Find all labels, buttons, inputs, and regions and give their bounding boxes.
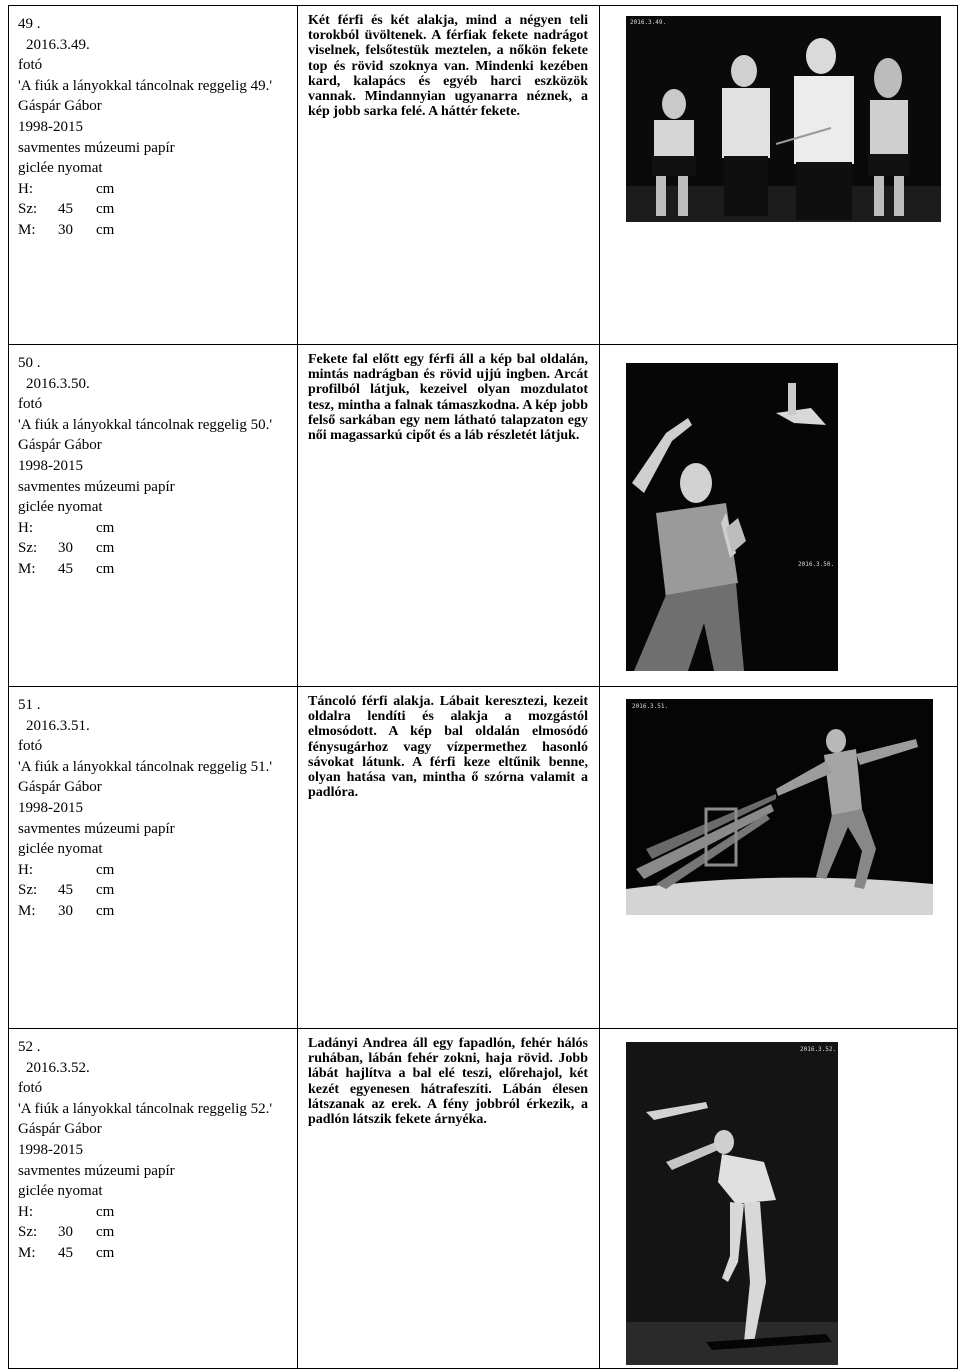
item-print: giclée nyomat — [18, 499, 103, 516]
item-type: fotó — [18, 57, 43, 74]
item-number: 52 . — [18, 1039, 41, 1055]
dimension-width: Sz: 45 cm — [18, 201, 115, 218]
dimension-depth: M: 30 cm — [18, 902, 115, 919]
artwork-photo — [626, 16, 941, 222]
dimension-height: H: cm — [18, 519, 115, 536]
catalog-table — [8, 5, 958, 1369]
item-paper: savmentes múzeumi papír — [18, 478, 175, 495]
item-metadata — [18, 695, 303, 922]
item-description: Fekete fal előtt egy férfi áll a kép bal oldalán, mintás nadrágban és rövid ujjú ingben. Arcát profilból látjuk, kezeivel olyan mozdulatot tesz, mintha a falnak támaszkodna. A kép jobb felső sarkában egy nem látható talapzaton egy női magassarkú cipőt és a láb részletét látjuk. — [308, 352, 588, 444]
inventory-number: 2016.3.49. — [26, 36, 90, 53]
item-description: Ladányi Andrea áll egy fapadlón, fehér hálós ruhában, lábán fehér zokni, haja rövid. Jobb lábát hajlítva a bal elé teszi, előrehajol, két kezét egyenesen hátrafeszíti. Lábán élesen látszanak az erek. A fény jobbról érkezik, a padlón látszik fekete árnyéka. — [308, 1036, 588, 1128]
photo-stamp: 2016.3.52. — [800, 1046, 837, 1053]
dimension-height: H: cm — [18, 180, 115, 197]
item-description: Táncoló férfi alakja. Lábait keresztezi, kezeit oldalra lendíti és alakja a mozgástól elmosódott. A kép bal oldalán elmosódó fénysugárhoz vagy vízpermethez hasonló sávokat látunk. A férfi keze eltűnik benne, olyan hatása van, mintha ő szórna valamit a padlóra. — [308, 694, 588, 801]
item-years: 1998-2015 — [18, 457, 83, 474]
item-title: 'A fiúk a lányokkal táncolnak reggelig 51.' — [18, 758, 273, 775]
item-years: 1998-2015 — [18, 799, 83, 816]
artwork-photo — [626, 363, 838, 671]
photo-stamp: 2016.3.51. — [632, 703, 669, 710]
dimension-height: H: cm — [18, 1203, 115, 1220]
item-author: Gáspár Gábor — [18, 98, 102, 115]
dimension-width: Sz: 30 cm — [18, 1224, 115, 1241]
inventory-number: 2016.3.51. — [26, 717, 90, 734]
artwork-photo — [626, 1042, 838, 1365]
item-print: giclée nyomat — [18, 1183, 103, 1200]
dimension-width: Sz: 30 cm — [18, 540, 115, 557]
photo-stamp: 2016.3.49. — [630, 19, 667, 26]
item-number: 50 . — [18, 355, 41, 371]
inventory-number: 2016.3.50. — [26, 375, 90, 392]
item-type: fotó — [18, 1080, 43, 1097]
dimension-width: Sz: 45 cm — [18, 882, 115, 899]
item-author: Gáspár Gábor — [18, 437, 102, 454]
dimension-depth: M: 30 cm — [18, 221, 115, 238]
item-paper: savmentes múzeumi papír — [18, 1162, 175, 1179]
item-title: 'A fiúk a lányokkal táncolnak reggelig 49.' — [18, 77, 273, 94]
item-title: 'A fiúk a lányokkal táncolnak reggelig 50.' — [18, 416, 273, 433]
item-title: 'A fiúk a lányokkal táncolnak reggelig 52.' — [18, 1100, 273, 1117]
catalog-row-50 — [9, 345, 957, 687]
catalog-row-52 — [9, 1029, 957, 1368]
item-author: Gáspár Gábor — [18, 1121, 102, 1138]
item-author: Gáspár Gábor — [18, 779, 102, 796]
photo-stamp: 2016.3.50. — [798, 561, 835, 568]
item-print: giclée nyomat — [18, 160, 103, 177]
item-metadata — [18, 14, 303, 241]
item-paper: savmentes múzeumi papír — [18, 139, 175, 156]
item-type: fotó — [18, 738, 43, 755]
catalog-row-51 — [9, 687, 957, 1029]
item-description: Két férfi és két alakja, mind a négyen teli torokból üvöltenek. A férfiak fekete nadrágot viselnek, felsőtestük meztelen, a nőkön fekete top és rövid szoknya van. Mindenki kezében kard, kalapács és egyéb harci eszközök vannak. Mindannyian ugyanarra néznek, a kép jobb sarka felé. A háttér fekete. — [308, 13, 588, 120]
dimension-depth: M: 45 cm — [18, 1244, 115, 1261]
artwork-photo — [626, 699, 933, 915]
item-metadata — [18, 353, 303, 580]
item-type: fotó — [18, 396, 43, 413]
item-years: 1998-2015 — [18, 118, 83, 135]
item-number: 49 . — [18, 16, 41, 32]
catalog-row-49 — [9, 6, 957, 345]
dimension-height: H: cm — [18, 861, 115, 878]
item-paper: savmentes múzeumi papír — [18, 820, 175, 837]
inventory-number: 2016.3.52. — [26, 1059, 90, 1076]
item-number: 51 . — [18, 697, 41, 713]
dimension-depth: M: 45 cm — [18, 560, 115, 577]
item-metadata — [18, 1037, 303, 1264]
item-years: 1998-2015 — [18, 1141, 83, 1158]
item-print: giclée nyomat — [18, 841, 103, 858]
